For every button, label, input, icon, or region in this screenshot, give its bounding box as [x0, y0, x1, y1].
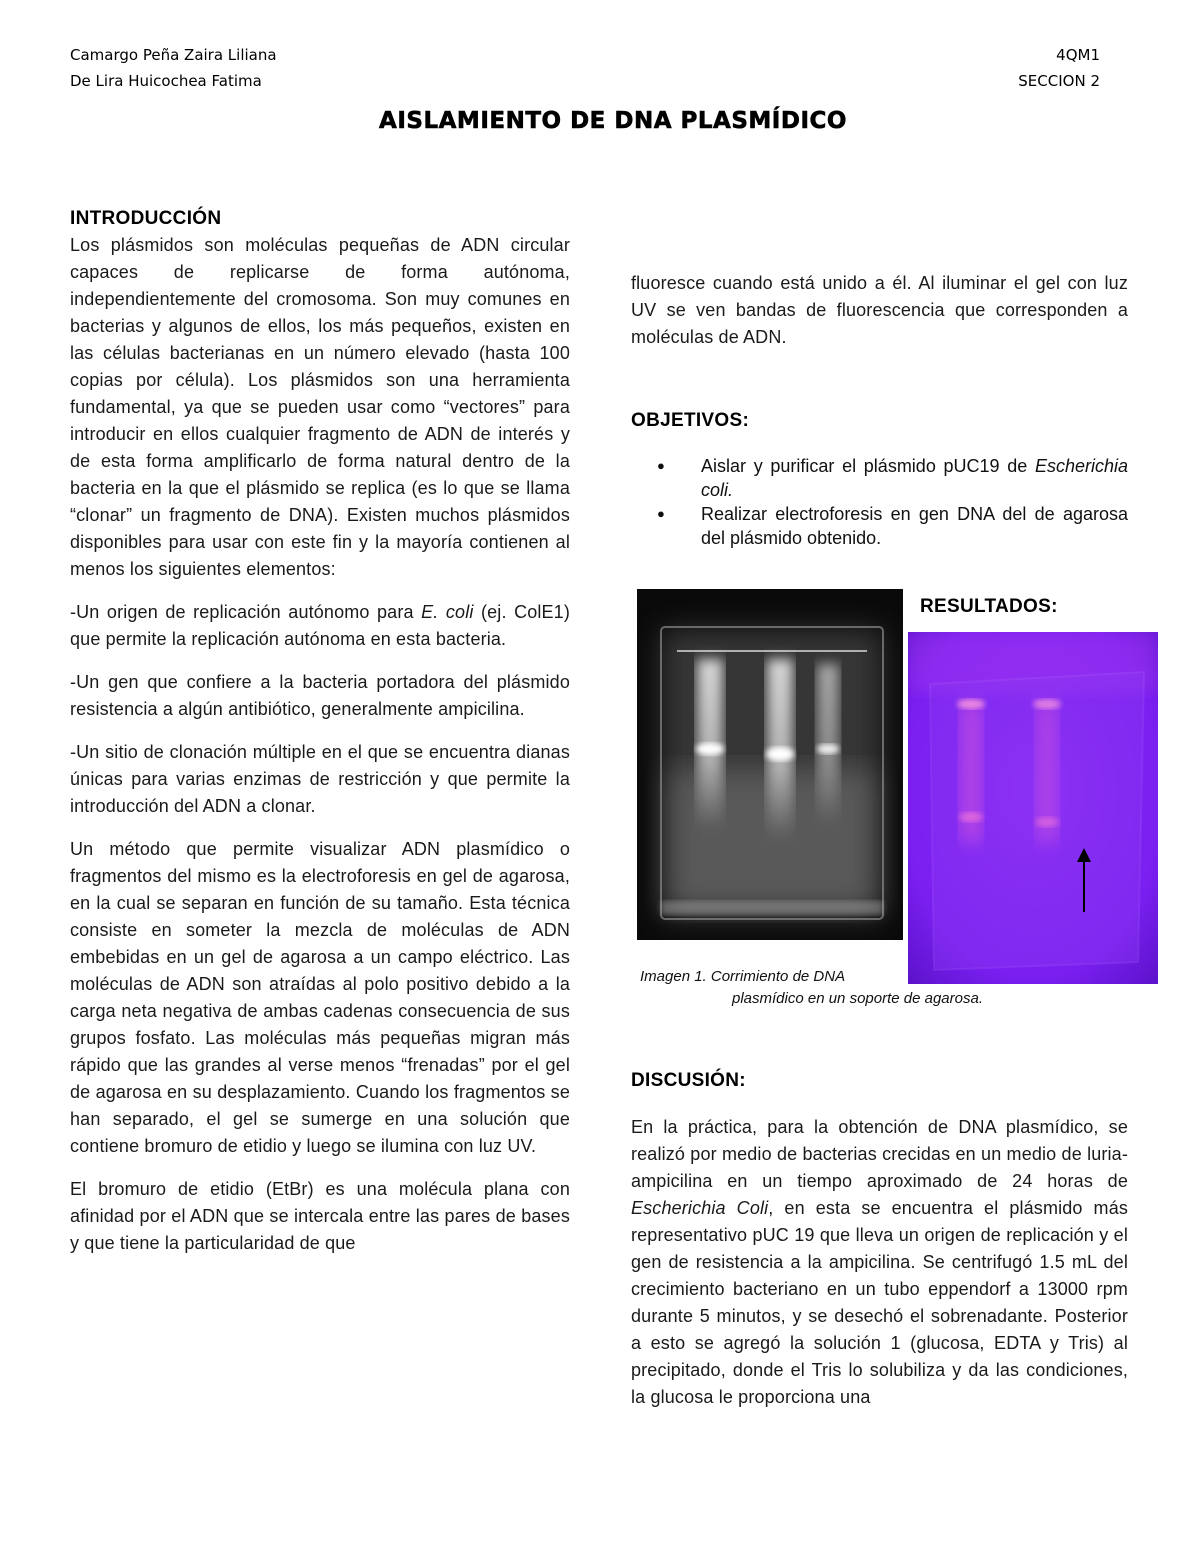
objective-item	[631, 502, 1128, 550]
continuation-paragraph: fluoresce cuando está unido a él. Al iluminar el gel con luz UV se ven bandas de fluorescencia que corresponden a moléculas de ADN.	[631, 273, 1128, 347]
objective-text	[701, 454, 1128, 502]
italic-run: Escherichia coli.	[701, 456, 1128, 500]
bullet-icon: ●	[657, 506, 665, 521]
figure-caption-line-2: plasmídico en un soporte de agarosa.	[732, 990, 983, 1007]
section-label: SECCION 2	[1018, 72, 1100, 90]
uv-gel-photo	[908, 632, 1158, 984]
author-1: Camargo Peña Zaira Liliana	[70, 46, 277, 64]
text-run: Aislar y purificar el plásmido pUC19 de	[701, 456, 1035, 476]
intro-heading: INTRODUCCIÓN	[70, 208, 222, 229]
intro-paragraph-3: -Un gen que confiere a la bacteria portadora del plásmido resistencia a algún antibiótico, generalmente ampicilina.	[70, 672, 570, 719]
gel-photo	[637, 589, 903, 940]
objective-text: Realizar electroforesis en gen DNA del de agarosa del plásmido obtenido.	[701, 504, 1128, 548]
discussion-paragraph	[631, 1114, 1128, 1411]
left-column	[70, 208, 570, 1257]
bullet-icon: ●	[657, 458, 665, 473]
text-run: (ej. ColE1) que permite la replicación autónoma en esta bacteria.	[70, 602, 570, 649]
italic-run: E. coli	[421, 602, 474, 622]
group-info	[1018, 42, 1100, 94]
author-names	[70, 42, 277, 94]
objectives-list	[631, 454, 1128, 550]
text-run: , en esta se encuentra el plásmido más representativo pUC 19 que lleva un origen de replicación y el gen de resistencia a la ampicilina. Se centrifugó 1.5 mL del crecimiento bacteriano en un tubo eppendorf a 13000 rpm durante 5 minutos, y se desechó el sobrenadante. Posterior a esto se agregó la solución 1 (glucosa, EDTA y Tris) al precipitado, donde el Tris lo solubiliza y da las condiciones, la glucosa le proporciona una	[631, 1198, 1129, 1407]
objectives-heading: OBJETIVOS:	[631, 410, 750, 431]
author-2: De Lira Huicochea Fatima	[70, 72, 262, 90]
objective-item	[631, 454, 1128, 502]
text-run: -Un origen de replicación autónomo para	[70, 602, 422, 622]
intro-paragraph-1: Los plásmidos son moléculas pequeñas de ADN circular capaces de replicarse de forma autónoma, independientemente del cromosoma. Son muy comunes en bacterias y algunos de ellos, los más pequeños, existen en las células bacterianas en un número elevado (hasta 100 copias por célula). Los plásmidos son una herramienta fundamental, ya que se pueden usar como “vectores” para introducir en ellos cualquier fragmento de ADN de interés y de esta forma amplificarlo de forma natural dentro de la bacteria en la que el plásmido se replica (es lo que se llama “clonar” un fragmento de DNA). Existen muchos plásmidos disponibles para usar con este fin y la mayoría contienen al menos los siguientes elementos:	[70, 235, 570, 579]
figure-caption-line-1: Imagen 1. Corrimiento de DNA	[640, 968, 846, 985]
group-label: 4QM1	[1056, 46, 1100, 64]
text-run: En la práctica, para la obtención de DNA plasmídico, se realizó por medio de bacterias crecidas en un medio de luria-ampicilina en un tiempo aproximado de 24 horas de	[631, 1117, 1128, 1191]
intro-paragraph-5: Un método que permite visualizar ADN plasmídico o fragmentos del mismo es la electroforesis en gel de agarosa, en la cual se separan en función de su tamaño. Esta técnica consiste en someter la mezcla de moléculas de ADN embebidas en un gel de agarosa a un campo eléctrico. Las moléculas de ADN son atraídas al polo positivo debido a la carga neta negativa de ambas cadenas consecuencia de sus grupos fosfato. Las moléculas más pequeñas migran más rápido que las grandes al verse menos “frenadas” por el gel de agarosa en su desplazamiento. Cuando los fragmentos se han separado, el gel se sumerge en una solución que contiene bromuro de etidio y luego se ilumina con luz UV.	[70, 839, 570, 1156]
results-heading: RESULTADOS:	[920, 596, 1058, 617]
intro-paragraph-2	[70, 599, 570, 653]
discussion-heading: DISCUSIÓN:	[631, 1070, 746, 1091]
document-title: AISLAMIENTO DE DNA PLASMÍDICO	[379, 108, 847, 134]
intro-paragraph-6: El bromuro de etidio (EtBr) es una molécula plana con afinidad por el ADN que se intercala entre las pares de bases y que tiene la particularidad de que	[70, 1179, 570, 1253]
intro-paragraph-4: -Un sitio de clonación múltiple en el que se encuentra dianas únicas para varias enzimas de restricción y que permite la introducción del ADN a clonar.	[70, 742, 570, 816]
italic-run: Escherichia Coli	[631, 1198, 769, 1218]
